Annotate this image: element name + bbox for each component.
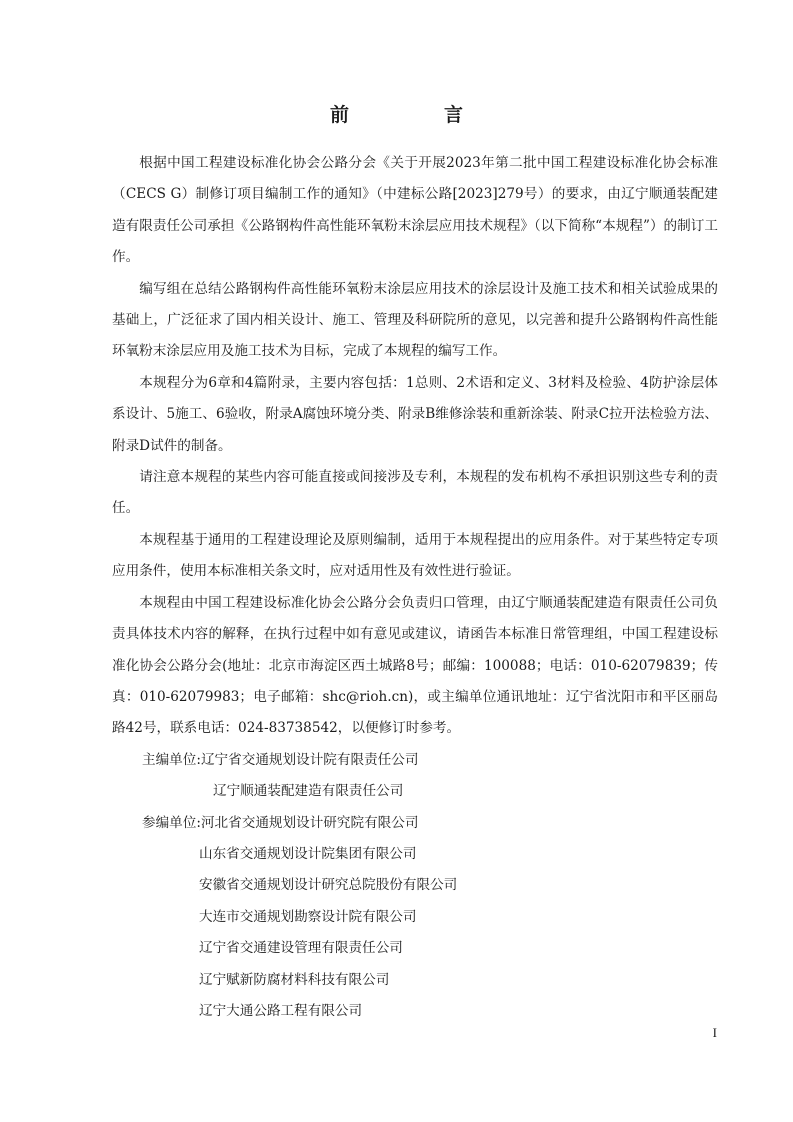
- page-number: I: [712, 1025, 717, 1040]
- chief-editors-label: 主编单位:: [142, 751, 201, 768]
- chief-editors-block: [112, 745, 718, 808]
- participating-editor-unit: 大连市交通规划勘察设计院有限公司: [199, 908, 417, 925]
- participating-editor-row: [112, 933, 718, 964]
- chief-editor-row: [112, 745, 718, 776]
- paragraph: 本规程由中国工程建设标准化协会公路分会负责归口管理，由辽宁顺通装配建造有限责任公司负责具体技术内容的解释，在执行过程中如有意见或建议，请函告本标准日常管理组，中国工程建设标准化协会公路分会(地址：北京市海淀区西土城路8号；邮编：100088；电话：010-62079839；传真：010-62079983；电子邮箱：shc@rioh.cn)，或主编单位通讯地址：辽宁省沈阳市和平区丽岛路42号，联系电话：024-83738542，以便修订时参考。: [112, 594, 718, 737]
- participating-editor-row: [112, 996, 718, 1027]
- paragraph: 本规程基于通用的工程建设理论及原则编制，适用于本规程提出的应用条件。对于某些特定专项应用条件，使用本标准相关条文时，应对适用性及有效性进行验证。: [112, 531, 718, 580]
- participating-editor-unit: 山东省交通规划设计院集团有限公司: [199, 845, 417, 862]
- participating-editor-unit: 辽宁大通公路工程有限公司: [199, 1002, 363, 1019]
- paragraph: 根据中国工程建设标准化协会公路分会《关于开展2023年第二批中国工程建设标准化协会标准（CECS G）制修订项目编制工作的通知》（中建标公路[2023]279号）的要求，由辽宁顺通装配建造有限责任公司承担《公路钢构件高性能环氧粉末涂层应用技术规程》（以下简称“本规程”）的制订工作。: [112, 155, 718, 266]
- participating-editor-row: [112, 965, 718, 996]
- participating-editor-row: [112, 808, 718, 839]
- participating-editor-unit: 辽宁赋新防腐材料科技有限公司: [199, 971, 390, 988]
- page-title: 前 言: [329, 104, 501, 126]
- chief-editor-row: [112, 776, 718, 807]
- chief-editor-unit: 辽宁顺通装配建造有限责任公司: [213, 783, 404, 800]
- participating-editor-row: [112, 902, 718, 933]
- participating-editor-row: [112, 870, 718, 901]
- participating-editor-unit: 河北省交通规划设计研究院有限公司: [200, 814, 419, 831]
- participating-editors-label: 参编单位:: [142, 814, 201, 831]
- participating-editor-unit: 安徽省交通规划设计研究总院股份有限公司: [199, 877, 458, 894]
- paragraph: 请注意本规程的某些内容可能直接或间接涉及专利，本规程的发布机构不承担识别这些专利的责任。: [112, 469, 718, 517]
- participating-editor-row: [112, 839, 718, 870]
- paragraph: 编写组在总结公路钢构件高性能环氧粉末涂层应用技术的涂层设计及施工技术和相关试验成果的基础上，广泛征求了国内相关设计、施工、管理及科研院所的意见，以完善和提升公路钢构件高性能环氧粉末涂层应用及施工技术为目标，完成了本规程的编写工作。: [112, 280, 718, 360]
- paragraph: 本规程分为6章和4篇附录，主要内容包括：1总则、2术语和定义、3材料及检验、4防护涂层体系设计、5施工、6验收，附录A腐蚀环境分类、附录B维修涂装和重新涂装、附录C拉开法检验方法、附录D试件的制备。: [112, 374, 718, 454]
- participating-editor-unit: 辽宁省交通建设管理有限责任公司: [199, 940, 403, 957]
- preface-body: [112, 148, 718, 1027]
- chief-editor-unit: 辽宁省交通规划设计院有限责任公司: [200, 751, 419, 768]
- participating-editors-block: [112, 808, 718, 1028]
